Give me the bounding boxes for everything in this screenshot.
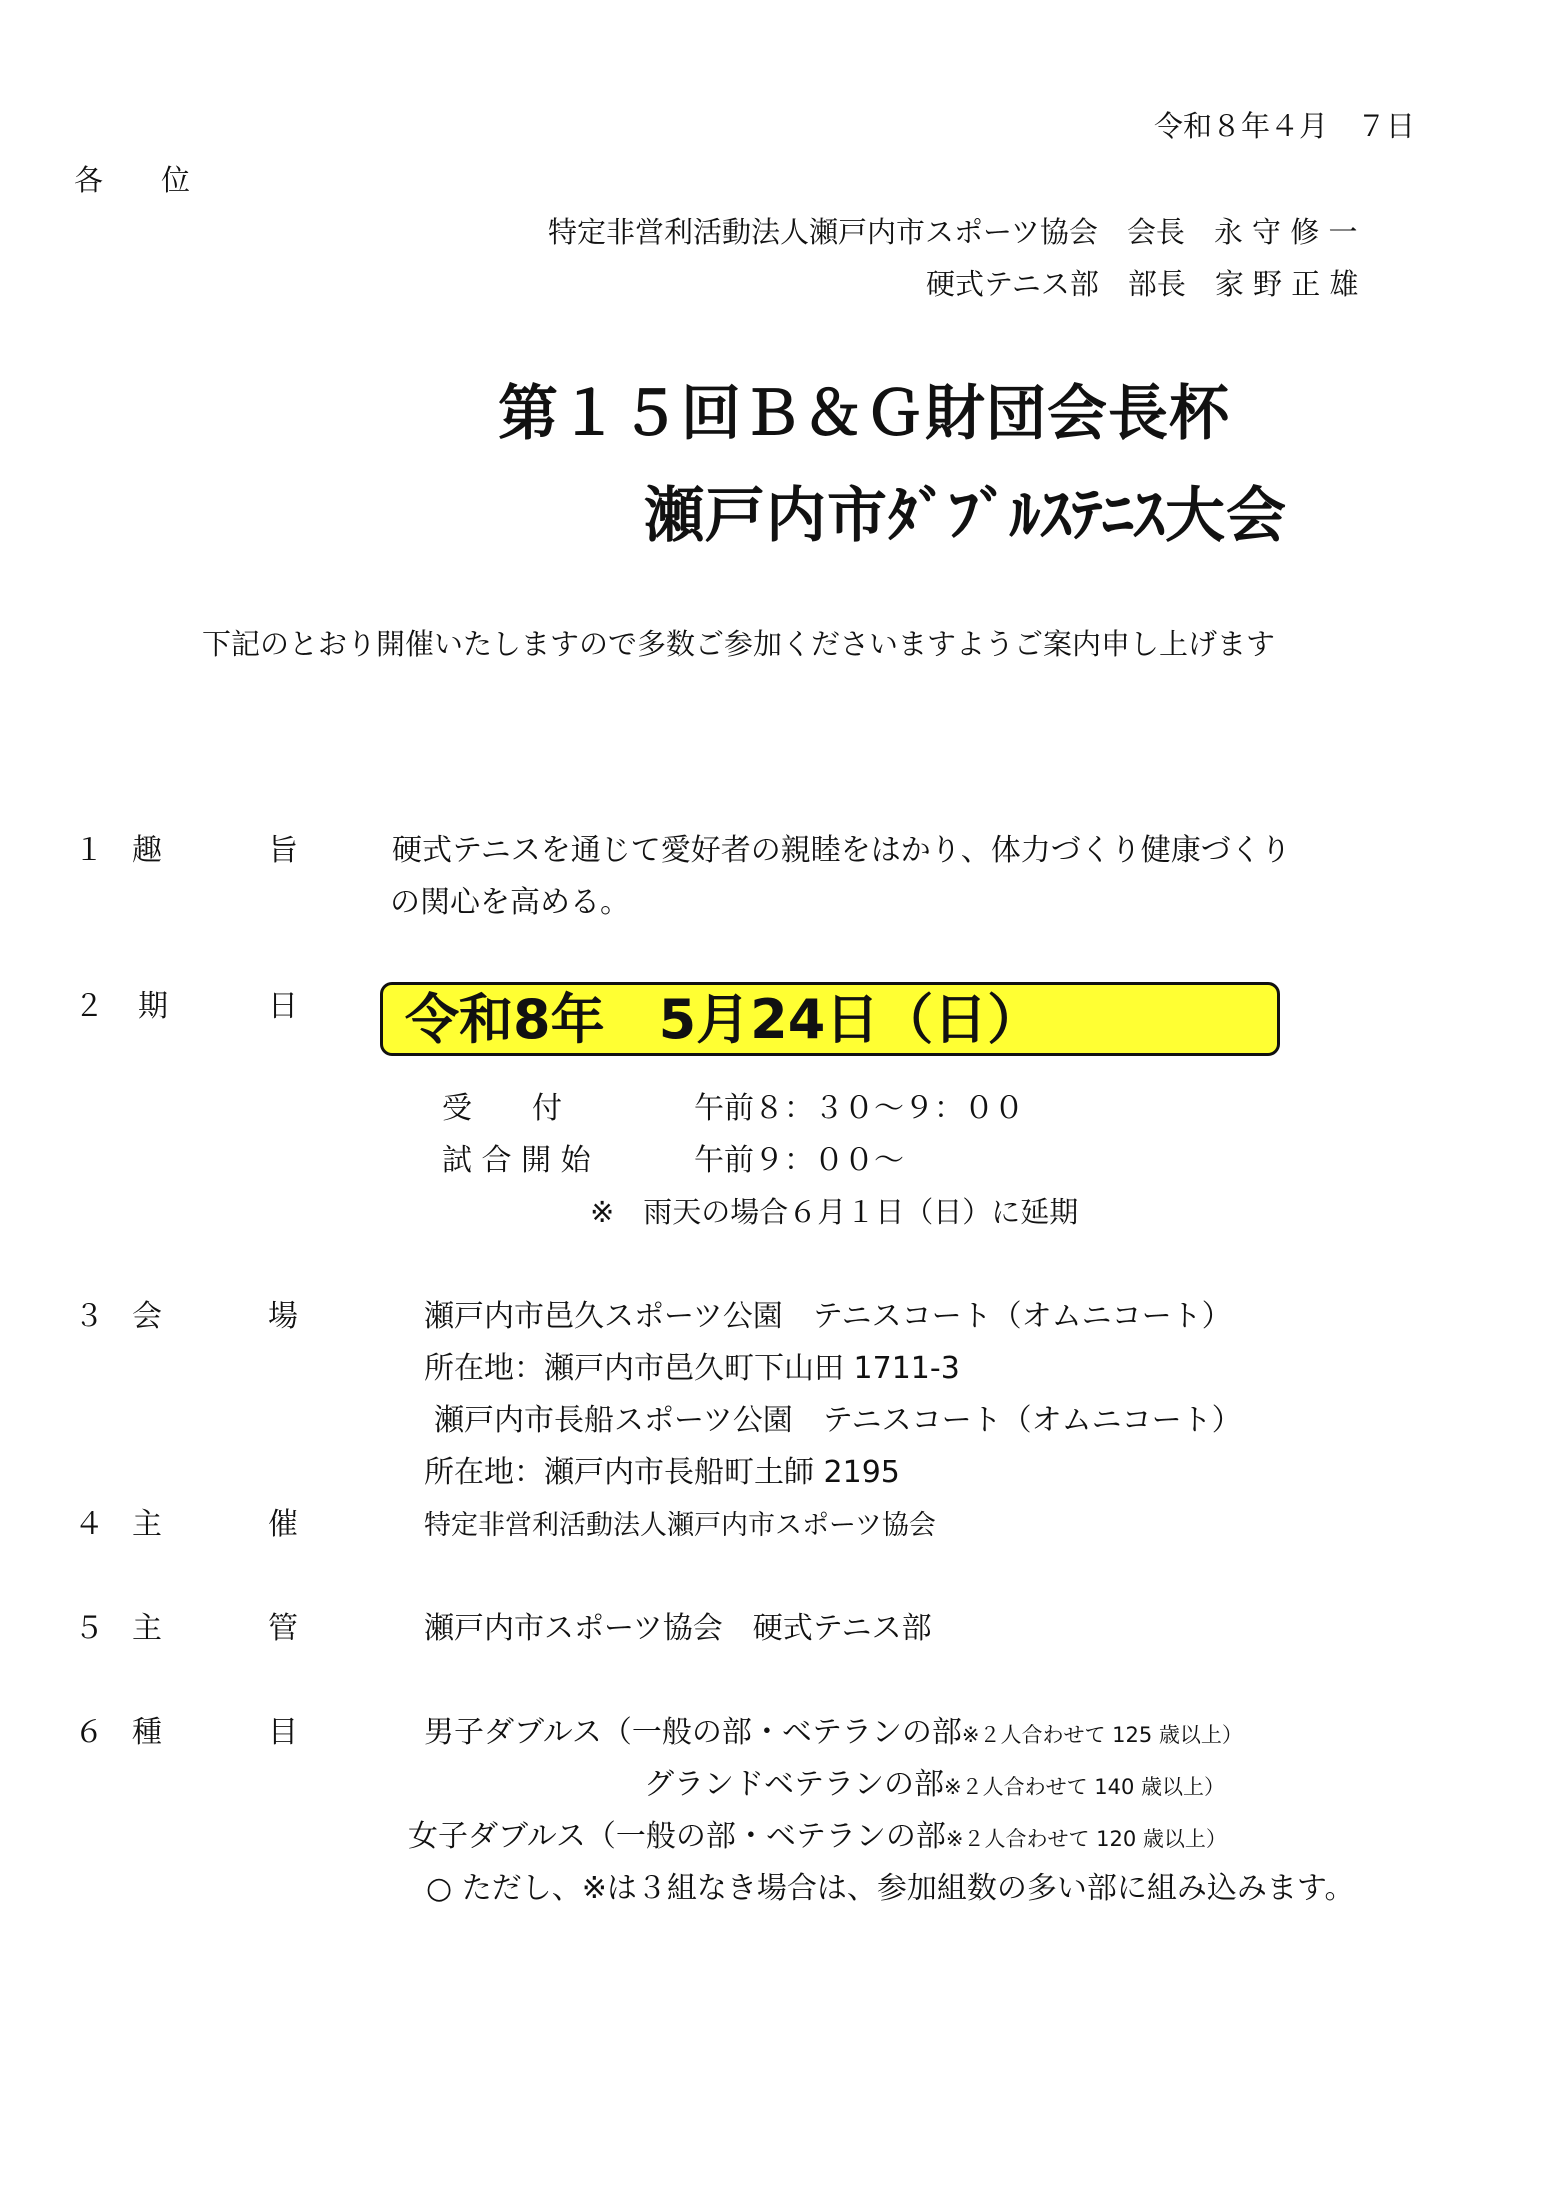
grand-veteran-division: [644, 1767, 1226, 1802]
merge-note: ○ ただし、※は３組なき場合は、参加組数の多い部に組み込みます。: [426, 1871, 1355, 1906]
match-start-time: 午前９：００〜: [694, 1143, 904, 1178]
purpose-line-2: の関心を高める。: [390, 885, 630, 920]
section-label-second: 目: [268, 1715, 298, 1750]
reception-time: 午前８：３０〜９：００: [694, 1091, 1024, 1126]
mens-doubles-age-note: ※２人合わせて 125 歳以上）: [961, 1723, 1243, 1747]
mens-doubles-label: 男子ダブルス（一般の部・ベテランの部: [424, 1715, 962, 1750]
section-label-first: 主: [132, 1611, 162, 1646]
venue-2-address: 所在地：瀬戸内市長船町土師 2195: [424, 1455, 900, 1490]
grand-veteran-label: グランドベテランの部: [644, 1767, 944, 1802]
venue-1-name: 瀬戸内市邑久スポーツ公園 テニスコート（オムニコート）: [424, 1299, 1232, 1334]
match-start-label: 試 合 開 始: [442, 1143, 591, 1178]
addressee: 各 位: [74, 163, 191, 197]
section-number: ２: [74, 989, 104, 1024]
mens-doubles: [424, 1715, 1243, 1750]
sender-department: 硬式テニス部 部長 家 野 正 雄: [926, 267, 1359, 301]
section-label-first: 会: [132, 1299, 162, 1334]
sender-organization: 特定非営利活動法人瀬戸内市スポーツ協会 会長 永 守 修 一: [548, 215, 1358, 249]
womens-doubles-label: 女子ダブルス（一般の部・ベテランの部: [408, 1819, 946, 1854]
event-date-highlight: [380, 982, 1280, 1056]
document-date: 令和８年４月 ７日: [1154, 109, 1416, 143]
section-label-second: 催: [268, 1507, 298, 1542]
section-number: ６: [74, 1715, 104, 1750]
section-label-second: 管: [268, 1611, 298, 1646]
section-number: ４: [74, 1507, 104, 1542]
grand-veteran-age-note: ※２人合わせて 140 歳以上）: [944, 1775, 1226, 1799]
womens-doubles: [408, 1819, 1227, 1854]
venue-1-address: 所在地：瀬戸内市邑久町下山田 1711-3: [424, 1351, 960, 1386]
section-label-first: 期: [138, 989, 168, 1024]
section-label-second: 場: [268, 1299, 298, 1334]
title-line-1: 第１５回Ｂ＆Ｇ財団会長杯: [498, 379, 1230, 449]
section-label-second: 旨: [268, 833, 298, 868]
section-label-first: 趣: [132, 833, 162, 868]
section-number: ５: [74, 1611, 104, 1646]
event-date: 令和8年 5月24日（日）: [405, 988, 1042, 1051]
purpose-line-1: 硬式テニスを通じて愛好者の親睦をはかり、体力づくり健康づくり: [392, 833, 1291, 868]
rain-postponement-note: ※ 雨天の場合６月１日（日）に延期: [590, 1195, 1079, 1229]
section-number: ３: [74, 1299, 104, 1334]
section-number: １: [74, 833, 104, 868]
title-line-2: 瀬戸内市ﾀﾞﾌﾞﾙｽﾃﾆｽ大会: [644, 481, 1287, 551]
section-label-first: 主: [132, 1507, 162, 1542]
venue-2-name: 瀬戸内市長船スポーツ公園 テニスコート（オムニコート）: [434, 1403, 1242, 1438]
section-label-first: 種: [132, 1715, 162, 1750]
management-name: 瀬戸内市スポーツ協会 硬式テニス部: [424, 1611, 932, 1646]
womens-doubles-age-note: ※２人合わせて 120 歳以上）: [945, 1827, 1227, 1851]
intro-text: 下記のとおり開催いたしますので多数ご参加くださいますようご案内申し上げます: [202, 627, 1276, 661]
organizer-name: 特定非営利活動法人瀬戸内市スポーツ協会: [424, 1510, 936, 1541]
section-label-second: 日: [268, 989, 298, 1024]
reception-label: 受 付: [442, 1091, 562, 1126]
